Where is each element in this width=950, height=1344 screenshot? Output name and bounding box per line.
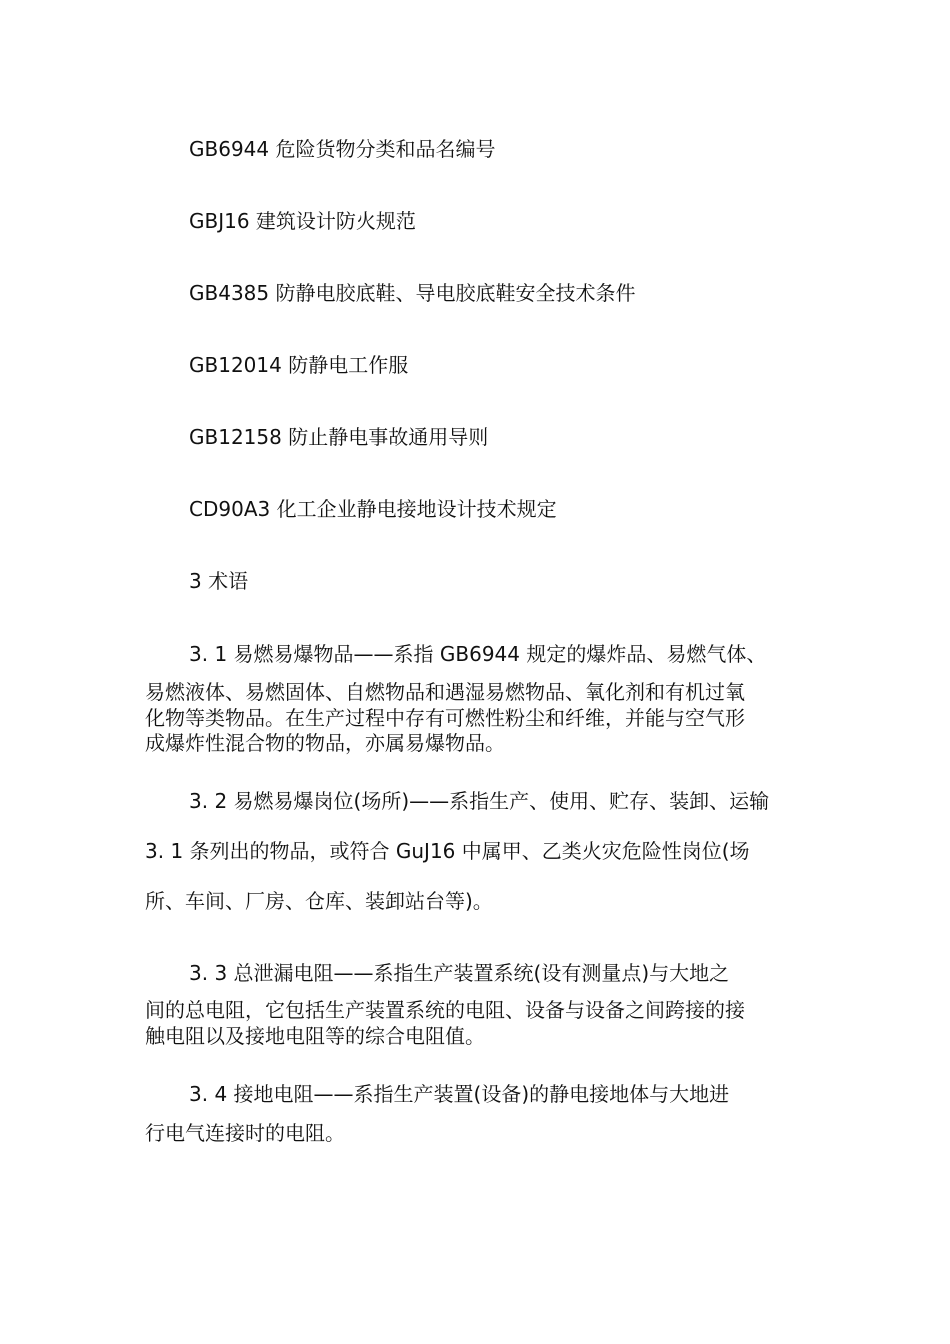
paragraph-line: 3. 3 总泄漏电阻——系指生产装置系统(设有测量点)与大地之 — [189, 961, 730, 985]
paragraph-line: 行电气连接时的电阻。 — [145, 1121, 345, 1145]
paragraph-line: 化物等类物品。在生产过程中存有可燃性粉尘和纤维，并能与空气形 — [145, 706, 745, 730]
paragraph-line: 触电阻以及接地电阻等的综合电阻值。 — [145, 1024, 485, 1048]
section-heading: 3 术语 — [189, 569, 249, 593]
paragraph-line: 间的总电阻，它包括生产装置系统的电阻、设备与设备之间跨接的接 — [145, 998, 745, 1022]
reference-item: GB12014 防静电工作服 — [189, 353, 409, 377]
reference-item: GBJ16 建筑设计防火规范 — [189, 209, 416, 233]
paragraph-line: 成爆炸性混合物的物品，亦属易爆物品。 — [145, 731, 505, 755]
reference-item: GB12158 防止静电事故通用导则 — [189, 425, 489, 449]
paragraph-line: 3. 4 接地电阻——系指生产装置(设备)的静电接地体与大地进 — [189, 1082, 730, 1106]
paragraph-line: 3. 1 条列出的物品，或符合 GuJ16 中属甲、乙类火灾危险性岗位(场 — [145, 839, 750, 863]
paragraph-line: 3. 1 易燃易爆物品——系指 GB6944 规定的爆炸品、易燃气体、 — [189, 642, 767, 666]
paragraph-line: 所、车间、厂房、仓库、装卸站台等)。 — [145, 889, 493, 913]
reference-item: CD90A3 化工企业静电接地设计技术规定 — [189, 497, 557, 521]
paragraph-line: 3. 2 易燃易爆岗位(场所)——系指生产、使用、贮存、装卸、运输 — [189, 789, 770, 813]
reference-item: GB4385 防静电胶底鞋、导电胶底鞋安全技术条件 — [189, 281, 636, 305]
paragraph-line: 易燃液体、易燃固体、自燃物品和遇湿易燃物品、氧化剂和有机过氧 — [145, 680, 745, 704]
reference-item: GB6944 危险货物分类和品名编号 — [189, 137, 496, 161]
